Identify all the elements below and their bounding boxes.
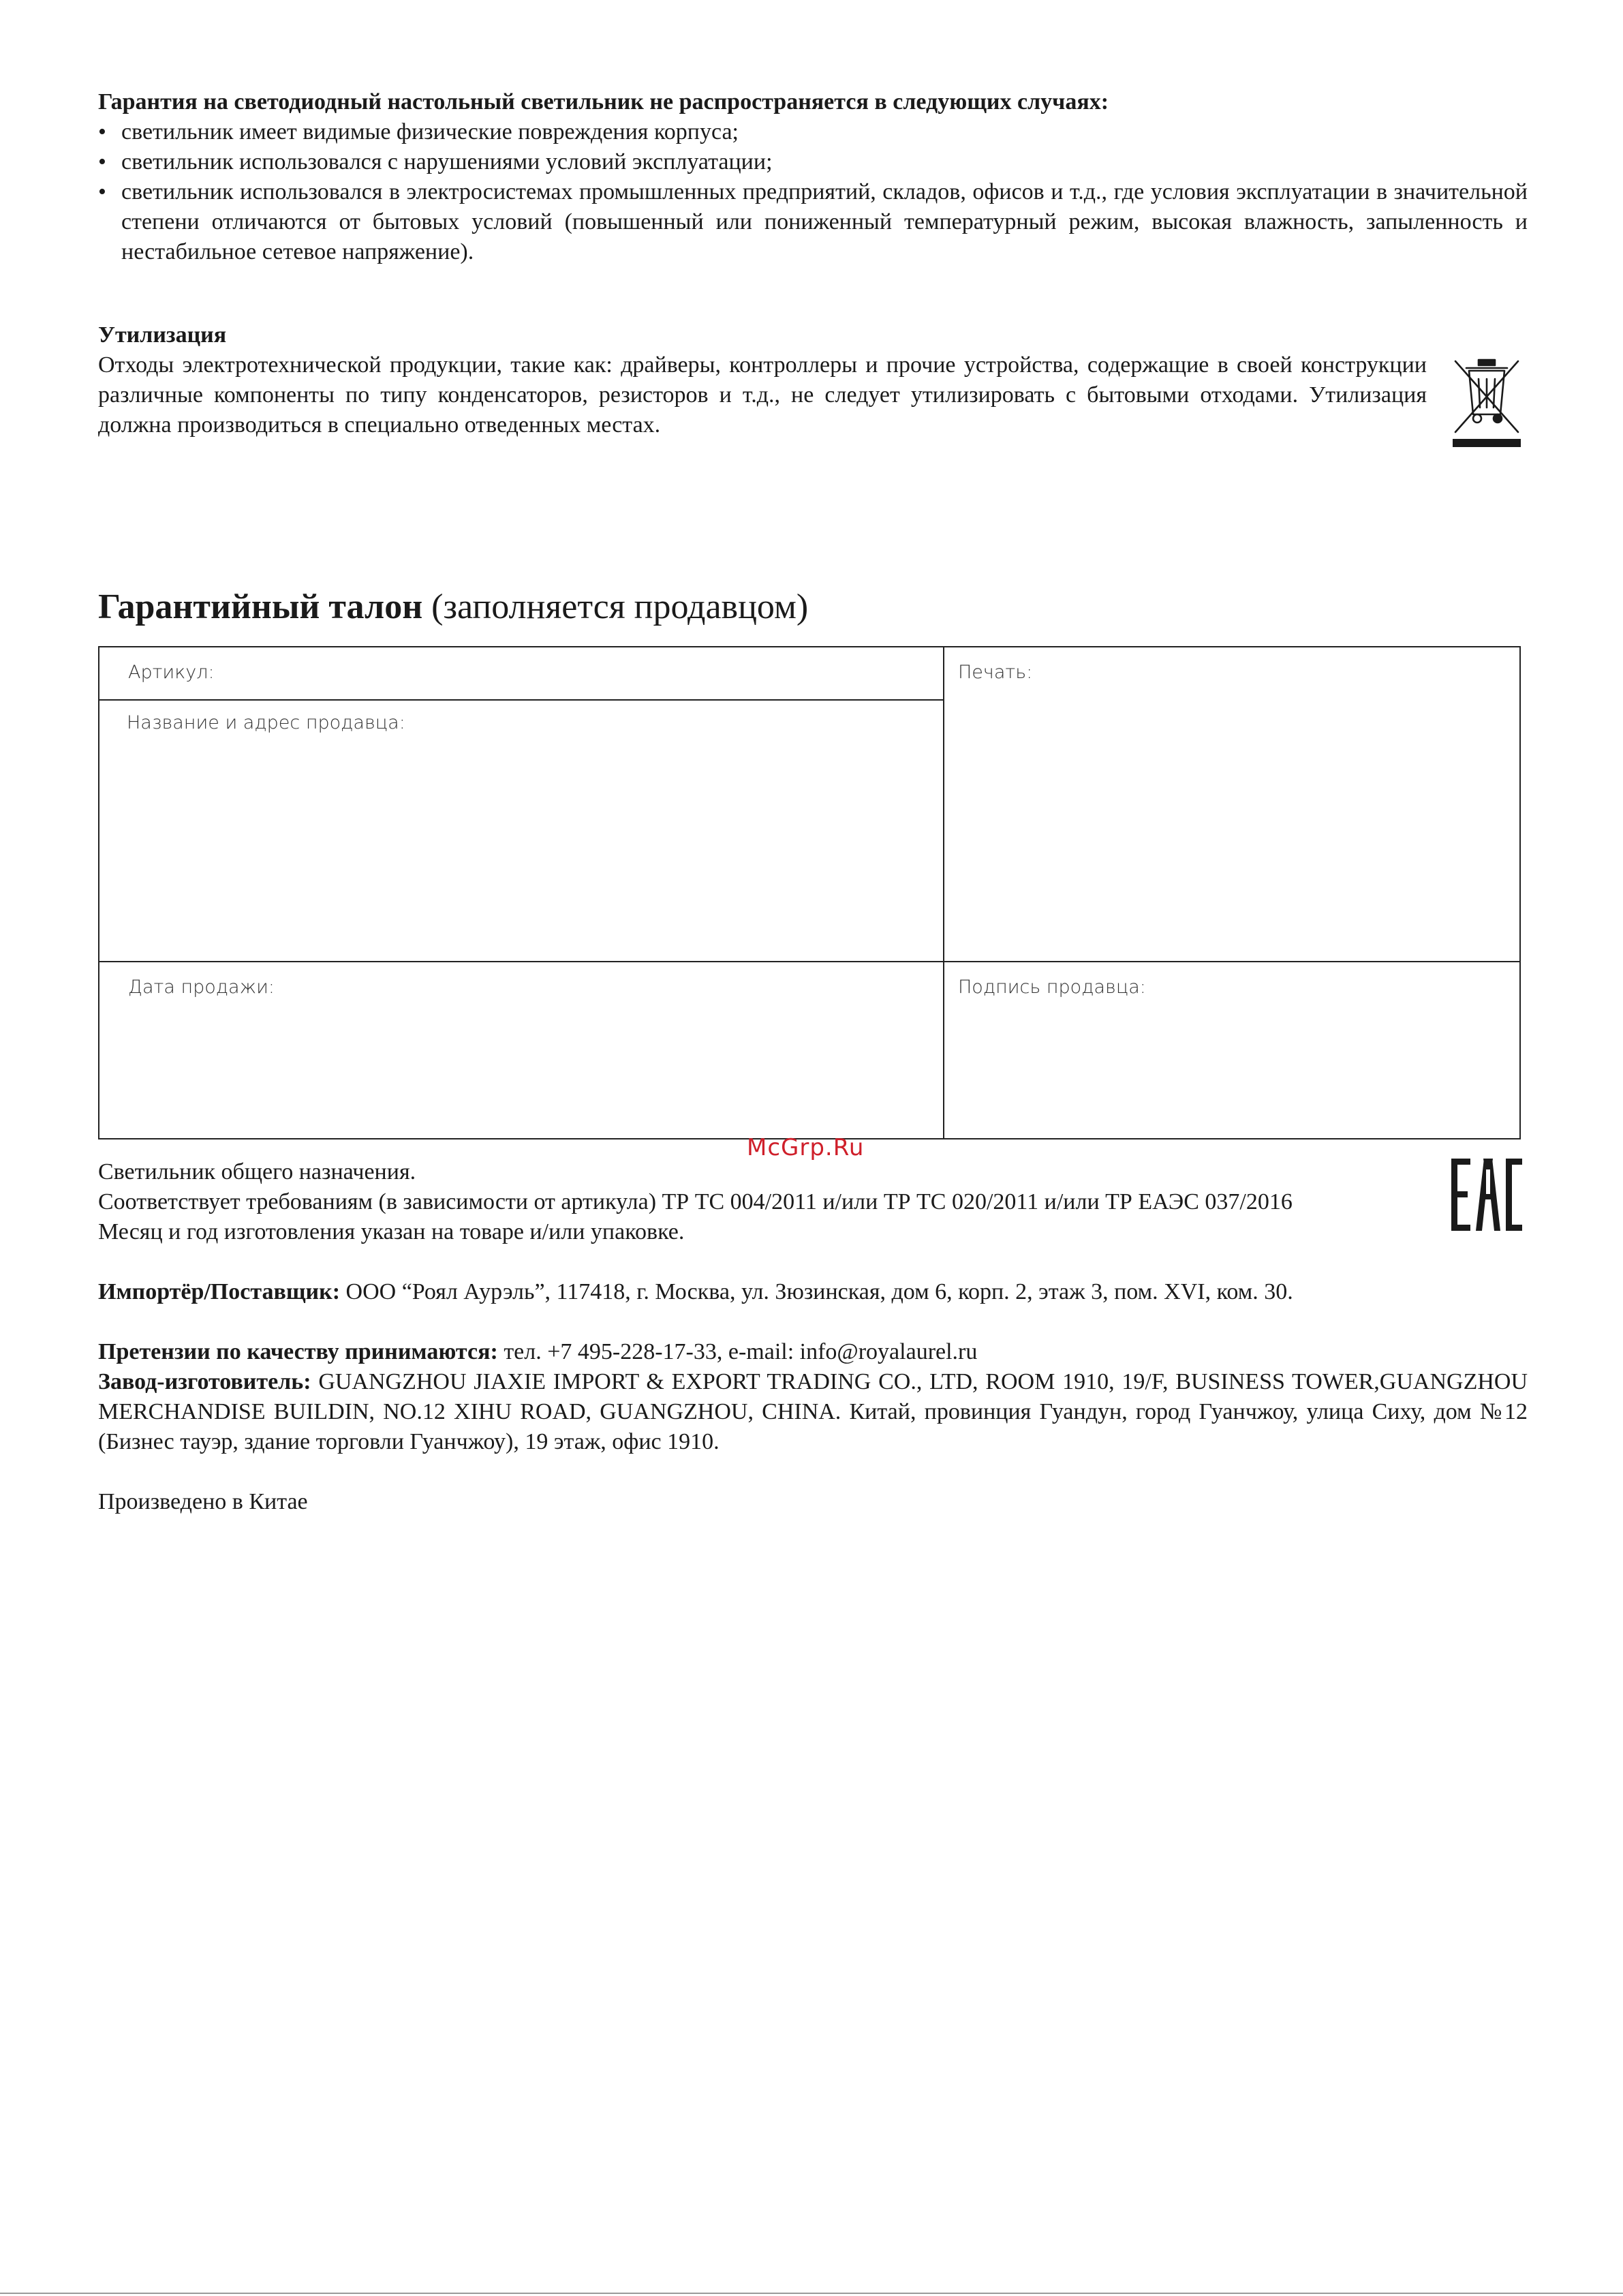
table-divider-horizontal xyxy=(99,961,1519,962)
eac-mark-icon xyxy=(1451,1159,1522,1231)
manufacture-date-line: Месяц и год изготовления указан на товаре и/или упаковке. xyxy=(98,1219,685,1244)
origin-line: Произведено в Китае xyxy=(98,1489,308,1514)
table-divider-vertical xyxy=(943,647,944,1138)
list-item: • светильник использовался с нарушениями условий эксплуатации; xyxy=(98,147,1528,177)
article-field-label: Артикул: xyxy=(128,662,215,683)
claims-line: Претензии по качеству принимаются: тел. +7 495-228-17-33, e-mail: info@royalaurel.ru xyxy=(98,1339,978,1364)
table-divider-horizontal xyxy=(99,699,944,701)
warranty-card-table xyxy=(98,646,1521,1139)
warranty-heading: Гарантия на светодиодный настольный светильник не распространяется в следующих случаях: xyxy=(98,89,1109,114)
product-type-line: Светильник общего назначения. xyxy=(98,1159,416,1184)
seller-field-label: Название и адрес продавца: xyxy=(127,712,405,733)
crossed-out-wheelie-bin-icon xyxy=(1453,358,1521,448)
stamp-field-label: Печать: xyxy=(958,662,1033,683)
list-item: • светильник использовался в электросистемах промышленных предприятий, складов, офисов и т.д., где условия эксплуатации в значительной степени отличаются от бытовых условий (повышенный или пониженный температурный режим, высокая влажность, запыленность и нестабильное сетевое напряжение). xyxy=(98,177,1528,267)
compliance-line: Соответствует требованиям (в зависимости от артикула) ТР ТС 004/2011 и/или ТР ТС 020/2011 и/или ТР ЕАЭС 037/2016 xyxy=(98,1189,1293,1214)
disposal-text: Отходы электротехнической продукции, такие как: драйверы, контроллеры и прочие устройства, содержащие в своей конструкции различные компоненты по типу конденсаторов, резисторов и т.д., не следует утилизировать с бытовыми отходами. Утилизация должна производиться в специально отведенных местах. xyxy=(98,352,1427,438)
importer-line: Импортёр/Поставщик: ООО “Роял Аурэль”, 117418, г. Москва, ул. Зюзинская, дом 6, корп. 2, этаж 3, пом. XVI, ком. 30. xyxy=(98,1279,1293,1304)
warranty-list xyxy=(98,117,1528,267)
list-item: • светильник имеет видимые физические повреждения корпуса; xyxy=(98,117,1528,147)
product-info-section xyxy=(98,1157,1528,1517)
warranty-section xyxy=(98,87,1528,267)
page-bottom-rule xyxy=(0,2293,1623,2294)
disposal-heading: Утилизация xyxy=(98,322,227,348)
sale-date-field-label: Дата продажи: xyxy=(128,977,275,998)
factory-line: Завод-изготовитель: GUANGZHOU JIAXIE IMPORT & EXPORT TRADING CO., LTD, ROOM 1910, 19/F, BUSINESS TOWER,GUANGZHOU MERCHANDISE BUILDIN, NO.12 XIHU ROAD, GUANGZHOU, CHINA. Китай, провинция Гуандун, город Гуанчжоу, улица Сиху, дом №12 (Бизнес тауэр, здание торговли Гуанчжоу), 19 этаж, офис 1910. xyxy=(98,1369,1528,1454)
signature-field-label: Подпись продавца: xyxy=(958,977,1146,998)
watermark: McGrp.Ru xyxy=(747,1134,865,1161)
disposal-section xyxy=(98,320,1427,440)
page-title: Гарантийный талон (заполняется продавцом) xyxy=(98,587,809,626)
